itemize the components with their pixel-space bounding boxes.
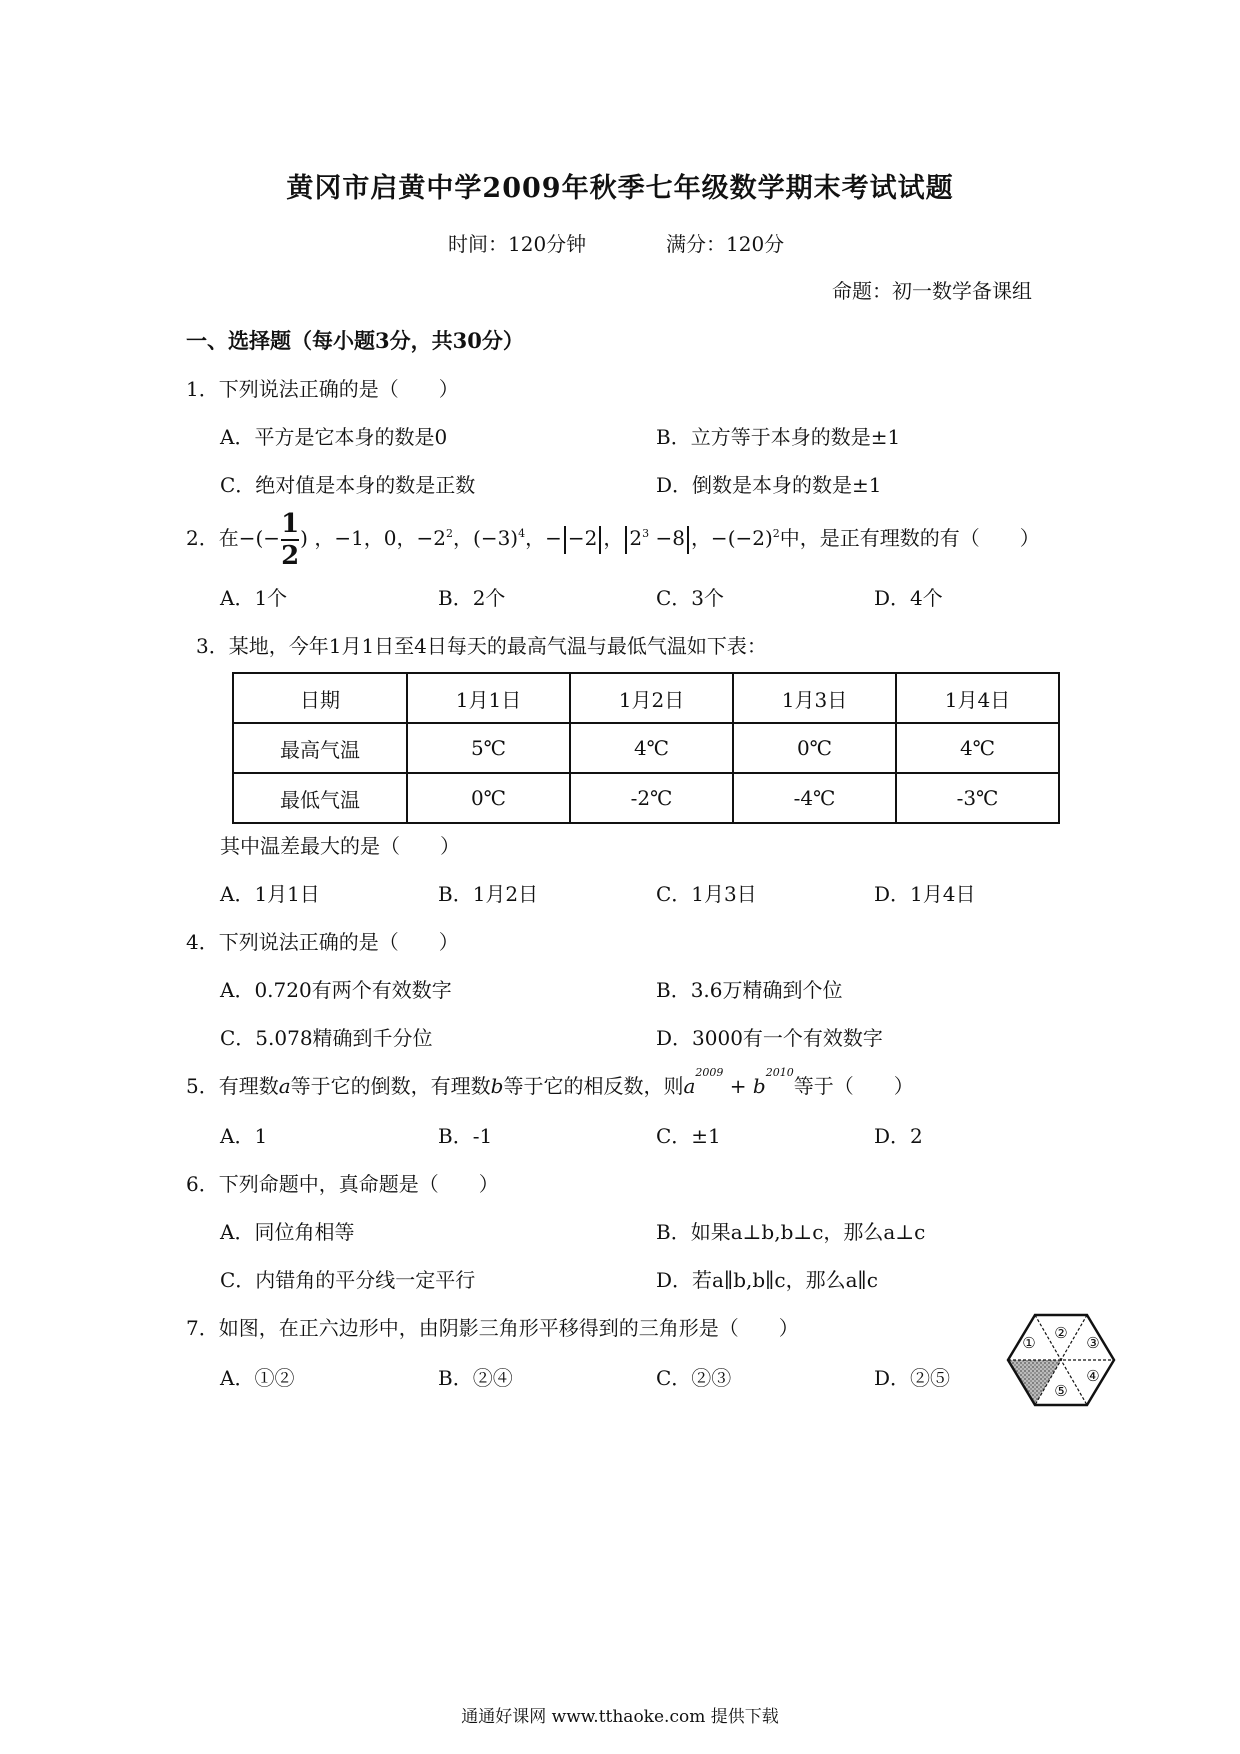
q2-expr-2: ) ，−1，0，$-2^2$，$(-3)^4$，− xyxy=(300,526,562,550)
q2-tail: 中，是正有理数的有（ ） xyxy=(779,526,1040,550)
q7-option-d: D．②⑤ xyxy=(874,1366,951,1390)
table-cell: -3℃ xyxy=(896,773,1059,823)
q2-expr-4: ， xyxy=(603,526,624,550)
figure-label-1: ① xyxy=(1022,1334,1036,1352)
q5-stem xyxy=(186,1066,914,1099)
table-cell: 1月1日 xyxy=(407,673,570,723)
q4-option-b: B．3.6万精确到个位 xyxy=(656,978,843,1002)
q2-expr-1: −(− xyxy=(238,526,281,550)
table-cell: 0℃ xyxy=(407,773,570,823)
q5-expr: $a^{2009} + b^{2010}$ xyxy=(683,1066,794,1098)
q7-stem: 7．如图，在正六边形中，由阴影三角形平移得到的三角形是（ ） xyxy=(186,1316,799,1340)
hexagon-figure xyxy=(1004,1310,1118,1410)
page-title: 黄冈市启黄中学2009年秋季七年级数学期末考试试题 xyxy=(286,173,954,204)
q2-option-d: D．4个 xyxy=(874,586,943,610)
q1-option-c: C．绝对值是本身的数是正数 xyxy=(220,473,476,497)
table-cell: 最高气温 xyxy=(233,723,407,773)
figure-label-3: ③ xyxy=(1086,1334,1100,1352)
q5-exp-a: 2009 xyxy=(695,1066,724,1079)
q3-option-d: D．1月4日 xyxy=(874,882,976,906)
q5-text-3: 等于它的相反数，则 xyxy=(503,1074,684,1098)
q3-option-b: B．1月2日 xyxy=(438,882,539,906)
table-row xyxy=(233,773,1059,823)
q4-option-c: C．5.078精确到千分位 xyxy=(220,1026,433,1050)
q5-text-1: 5．有理数 xyxy=(186,1074,279,1098)
q6-option-a: A．同位角相等 xyxy=(220,1220,355,1244)
q7-option-c: C．②③ xyxy=(656,1366,732,1390)
q2-fraction xyxy=(281,508,300,571)
q2-frac-den: 2 xyxy=(281,540,300,571)
table-cell: 1月2日 xyxy=(570,673,733,723)
q3-option-a: A．1月1日 xyxy=(220,882,320,906)
table-cell: 4℃ xyxy=(896,723,1059,773)
q2-prefix: 2．在 xyxy=(186,526,239,550)
q2-expr-6: ，$-(-2)^2$ xyxy=(690,526,780,550)
table-cell: 1月4日 xyxy=(896,673,1059,723)
exam-time: 时间：120分钟 xyxy=(448,232,587,256)
table-row xyxy=(233,723,1059,773)
temperature-table xyxy=(232,672,1060,824)
q4-option-d: D．3000有一个有效数字 xyxy=(656,1026,883,1050)
q5-exp-b: 2010 xyxy=(765,1066,794,1079)
q6-option-b: B．如果a⊥b,b⊥c，那么a⊥c xyxy=(656,1220,926,1244)
q2-option-b: B．2个 xyxy=(438,586,506,610)
q5-text-2: 等于它的倒数，有理数 xyxy=(290,1074,491,1098)
table-cell: 0℃ xyxy=(733,723,896,773)
q1-stem: 1．下列说法正确的是（ ） xyxy=(186,377,459,401)
q7-option-b: B．②④ xyxy=(438,1366,513,1390)
footer-text: 通通好课网 www.tthaoke.com 提供下载 xyxy=(461,1707,779,1727)
q1-option-b: B．立方等于本身的数是±1 xyxy=(656,425,901,449)
q5-option-a: A．1 xyxy=(220,1124,268,1148)
q4-stem: 4．下列说法正确的是（ ） xyxy=(186,930,459,954)
table-cell: -4℃ xyxy=(733,773,896,823)
q2-stem xyxy=(186,508,1040,571)
q6-option-c: C．内错角的平分线一定平行 xyxy=(220,1268,476,1292)
figure-label-2: ② xyxy=(1054,1324,1068,1342)
table-cell: 1月3日 xyxy=(733,673,896,723)
q4-option-a: A．0.720有两个有效数字 xyxy=(220,978,452,1002)
q5-option-b: B．-1 xyxy=(438,1124,493,1148)
q2-option-a: A．1个 xyxy=(220,586,288,610)
figure-label-4: ④ xyxy=(1086,1367,1100,1385)
author-line: 命题：初一数学备课组 xyxy=(832,279,1032,303)
q5-option-d: D．2 xyxy=(874,1124,923,1148)
table-cell: 4℃ xyxy=(570,723,733,773)
section-heading: 一、选择题（每小题3分，共30分） xyxy=(186,328,524,353)
figure-label-5: ⑤ xyxy=(1054,1382,1068,1400)
q2-expr-3: −2 xyxy=(567,526,598,550)
q3-option-c: C．1月3日 xyxy=(656,882,757,906)
table-cell: 最低气温 xyxy=(233,773,407,823)
q1-option-a: A．平方是它本身的数是0 xyxy=(220,425,448,449)
table-cell: 5℃ xyxy=(407,723,570,773)
q5-text-4: 等于（ ） xyxy=(793,1074,914,1098)
q1-option-d: D．倒数是本身的数是±1 xyxy=(656,473,882,497)
q3-follow: 其中温差最大的是（ ） xyxy=(220,834,460,858)
full-score: 满分：120分 xyxy=(666,232,785,256)
q2-frac-num: 1 xyxy=(281,508,300,539)
q6-stem: 6．下列命题中，真命题是（ ） xyxy=(186,1172,499,1196)
shaded-triangle xyxy=(1008,1360,1061,1405)
q2-expr-5: $2^3 -8$ xyxy=(629,526,685,550)
q7-option-a: A．①② xyxy=(220,1366,295,1390)
table-row xyxy=(233,673,1059,723)
table-cell: 日期 xyxy=(233,673,407,723)
q6-option-d: D．若a∥b,b∥c，那么a∥c xyxy=(656,1268,878,1292)
q3-stem: 3．某地，今年1月1日至4日每天的最高气温与最低气温如下表： xyxy=(196,634,767,658)
q5-option-c: C．±1 xyxy=(656,1124,721,1148)
q5-var-b: b xyxy=(490,1074,504,1098)
q5-var-a: a xyxy=(278,1074,291,1098)
table-cell: -2℃ xyxy=(570,773,733,823)
q2-option-c: C．3个 xyxy=(656,586,725,610)
